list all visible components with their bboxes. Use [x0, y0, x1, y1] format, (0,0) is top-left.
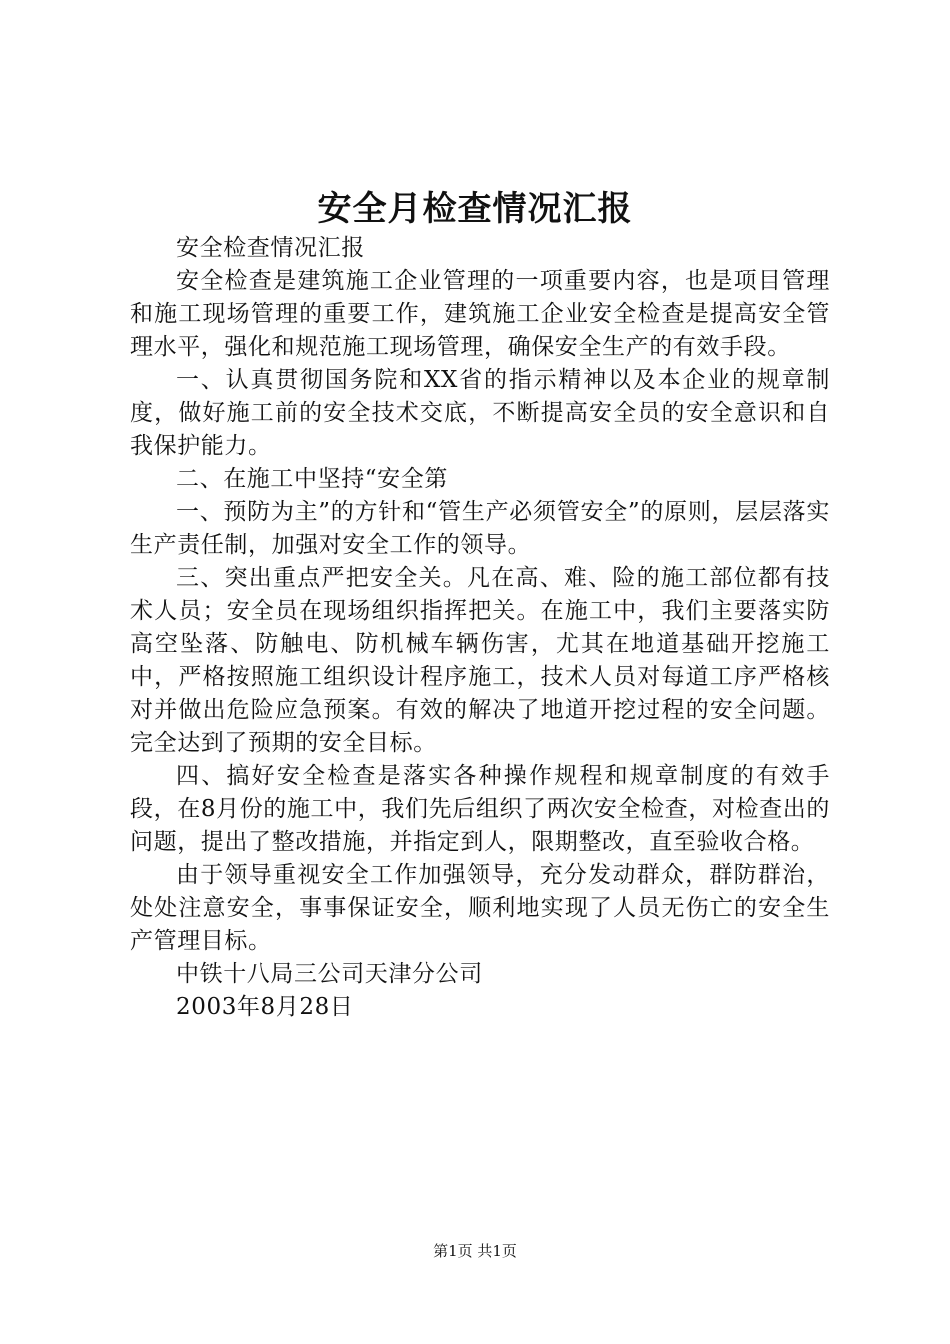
document-title: 安全月检查情况汇报 — [317, 189, 633, 229]
paragraph-item-1: 一、认真贯彻国务院和XX省的指示精神以及本企业的规章制度，做好施工前的安全技术交底，不断提高安全员的安全意识和自我保护能力。 — [130, 367, 830, 459]
paragraph-conclusion: 由于领导重视安全工作加强领导，充分发动群众，群防群治，处处注意安全，事事保证安全，顺利地实现了人员无伤亡的安全生产管理目标。 — [130, 862, 830, 954]
paragraph-item-2: 二、在施工中坚持“安全第 — [176, 466, 448, 492]
paragraph-item-2-continued: 一、预防为主”的方针和“管生产必须管安全”的原则，层层落实生产责任制，加强对安全工作的领导。 — [130, 499, 830, 558]
document-body — [130, 232, 830, 1024]
page-number-footer: 第1页 共1页 — [433, 1242, 517, 1260]
signature-date: 2003年8月28日 — [176, 994, 354, 1020]
paragraph-item-3: 三、突出重点严把安全关。凡在高、难、险的施工部位都有技术人员；安全员在现场组织指挥把关。在施工中，我们主要落实防高空坠落、防触电、防机械车辆伤害，尤其在地道基础开挖施工中，严格按照施工组织设计程序施工，技术人员对每道工序严格核对并做出危险应急预案。有效的解决了地道开挖过程的安全问题。完全达到了预期的安全目标。 — [130, 565, 830, 756]
paragraph-intro: 安全检查是建筑施工企业管理的一项重要内容，也是项目管理和施工现场管理的重要工作，建筑施工企业安全检查是提高安全管理水平，强化和规范施工现场管理，确保安全生产的有效手段。 — [130, 268, 830, 360]
signature-organization: 中铁十八局三公司天津分公司 — [176, 961, 483, 987]
paragraph-subtitle: 安全检查情况汇报 — [176, 235, 365, 261]
paragraph-item-4: 四、搞好安全检查是落实各种操作规程和规章制度的有效手段，在8月份的施工中，我们先后组织了两次安全检查，对检查出的问题，提出了整改措施，并指定到人，限期整改，直至验收合格。 — [130, 763, 830, 855]
